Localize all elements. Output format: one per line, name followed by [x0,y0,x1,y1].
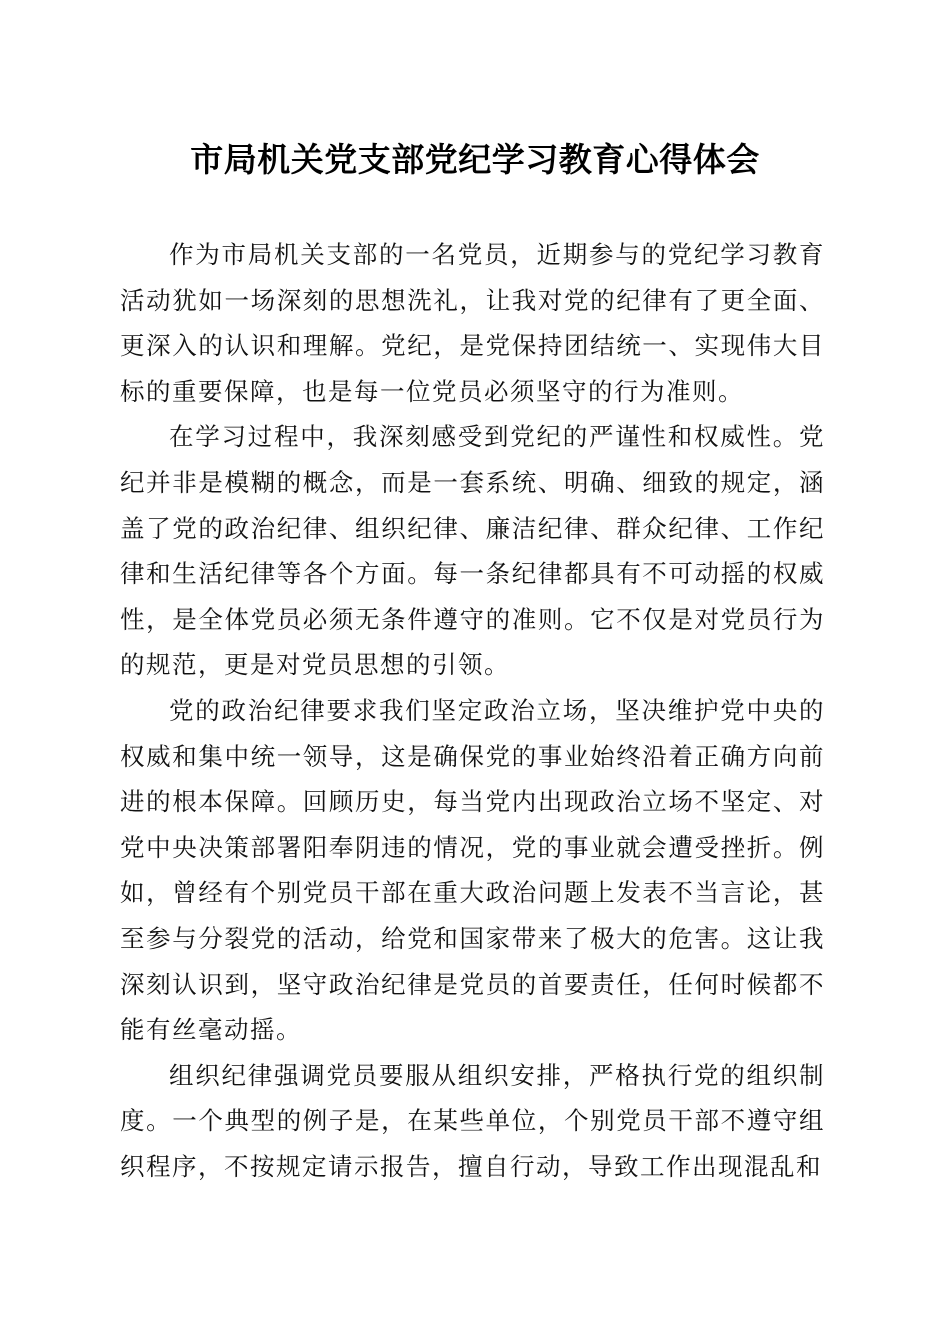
paragraph-1: 作为市局机关支部的一名党员，近期参与的党纪学习教育活动犹如一场深刻的思想洗礼，让我对党的纪律有了更全面、更深入的认识和理解。党纪，是党保持团结统一、实现伟大目标的重要保障，也是每一位党员必须坚守的行为准则。 [120,240,825,406]
paragraph-4: 组织纪律强调党员要服从组织安排，严格执行党的组织制度。一个典型的例子是，在某些单位，个别党员干部不遵守组织程序，不按规定请示报告，擅自行动，导致工作出现混乱和 [120,1060,825,1181]
paragraph-2: 在学习过程中，我深刻感受到党纪的严谨性和权威性。党纪并非是模糊的概念，而是一套系统、明确、细致的规定，涵盖了党的政治纪律、组织纪律、廉洁纪律、群众纪律、工作纪律和生活纪律等各个方面。每一条纪律都具有不可动摇的权威性，是全体党员必须无条件遵守的准则。它不仅是对党员行为的规范，更是对党员思想的引领。 [120,422,825,680]
document-body [120,232,825,1189]
document-title: 市局机关党支部党纪学习教育心得体会 [190,140,760,179]
paragraph-3: 党的政治纪律要求我们坚定政治立场，坚决维护党中央的权威和集中统一领导，这是确保党的事业始终沿着正确方向前进的根本保障。回顾历史，每当党内出现政治立场不坚定、对党中央决策部署阳奉阴违的情况，党的事业就会遭受挫折。例如，曾经有个别党员干部在重大政治问题上发表不当言论，甚至参与分裂党的活动，给党和国家带来了极大的危害。这让我深刻认识到，坚守政治纪律是党员的首要责任，任何时候都不能有丝毫动摇。 [120,695,825,1045]
